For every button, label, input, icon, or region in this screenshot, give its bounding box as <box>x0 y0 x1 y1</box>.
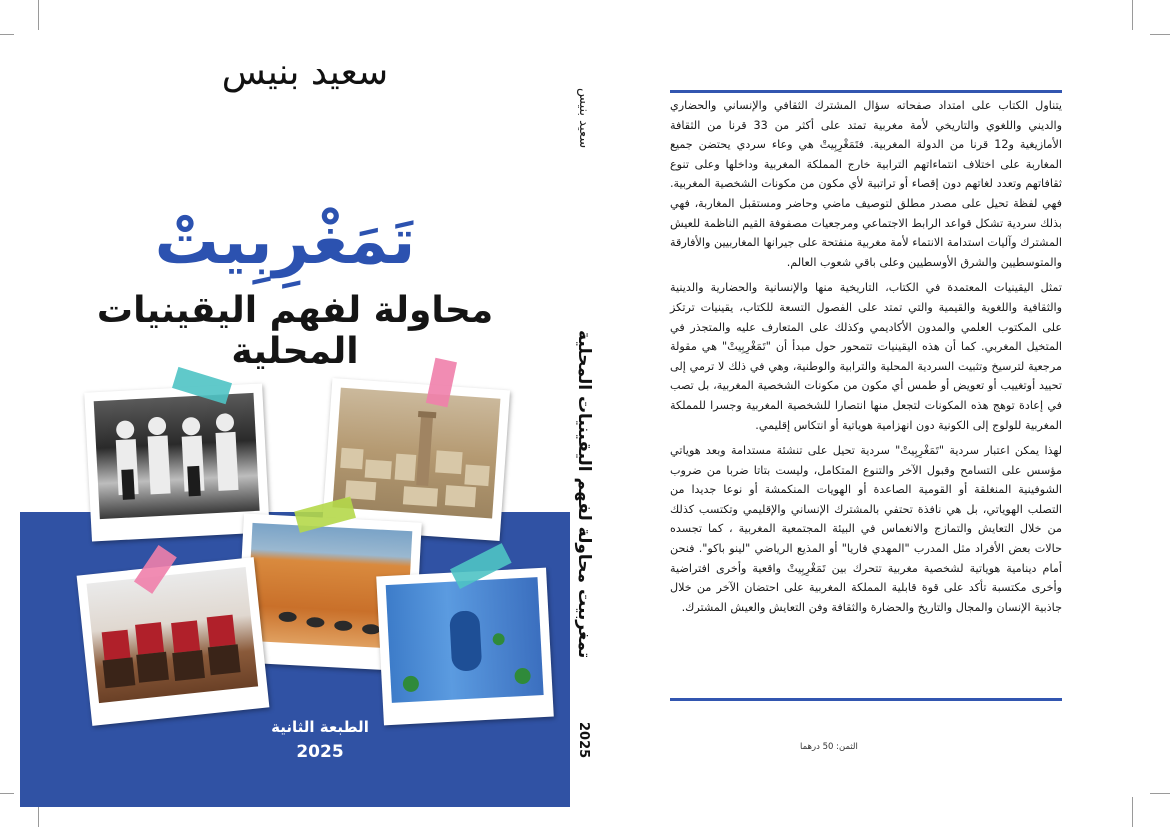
crop-mark <box>1132 0 1133 30</box>
photo-blue-alley-image <box>386 577 544 703</box>
alley-doorway-icon <box>386 577 544 703</box>
photo-fantasia <box>77 557 270 726</box>
cover-year: 2025 <box>296 742 344 762</box>
crop-mark <box>0 34 14 35</box>
cover-author: سعيد بنيس <box>221 52 389 93</box>
crop-mark <box>1150 34 1170 35</box>
spine-year: 2025 <box>576 722 591 759</box>
back-rule-bottom <box>670 698 1062 701</box>
city-skyline-icon <box>332 388 500 519</box>
photo-fantasia-image <box>86 567 258 703</box>
horse-riders-icon <box>86 567 258 703</box>
photo-blue-alley <box>376 568 554 726</box>
back-cover-text <box>670 96 1062 623</box>
spine-title: تمغربيت محاولة لفهم اليقينيات المحلية <box>574 330 594 659</box>
back-paragraph: تمثل اليقينيات المعتمدة في الكتاب، التاريخية منها والإنسانية والحضارية والدينية والثقافية واللغوية والقيمية والتي تمتد على الفصول التسعة للكتاب، يقينيات ترتكز على المكتوب العلمي والمدون الأكاديمي وكذلك على المتعارف عليه والمتجذر في المتخيل المغربي. كما أن هذه اليقينيات تتمحور حول مبدأ أن "تَمَغْرِبِيتْ" هي مقولة مرجعية لترسيخ وتثبيت السردية المحلية والترابية والوطنية، وهي في ذلك لا ترمي إلى تحييد أوتغييب أو تعويض أو طمس أي مكون من مكونات الشخصية المغربية، بل تصب في إعادة توهج هذه المكونات لتجعل منها انتصارا للشخصية المغربية وجسرا للمملكة المغربية للولوج إلى الكونية دون انهزامية هوياتية أو انتكاس إقليمي. <box>670 281 1062 432</box>
back-rule-top <box>670 90 1062 93</box>
crop-mark <box>1150 793 1170 794</box>
spine-author: سعيد بنيس <box>576 88 591 149</box>
price-label: الثمن: 50 درهما <box>800 742 858 752</box>
back-paragraph: لهذا يمكن اعتبار سردية "تَمَغْرِبِيتْ" سردية تحيل على تنشئة مستدامة وبعد هوياتي مؤسس على التسامح وقبول الآخر والتنوع المتكامل، وليست بتاتا ضربا من ضروب الشوفينية المنغلقة أو القومية الصاعدة أو الهويات المنكمشة أو نوعا جديدا من التصلب الهوياتي، بل هي نافذة تحتفي بالمشترك الإنساني والإقليمي وتكتسب كذلك من خلال التعايش والتمازج والانغماس في البيئة المجتمعية المغربية ، كما تجسده حالات بعض الأفراد مثل المدرب "المهدي فاريا" أو المذيع الرياضي "لينو باكو". فنحن أمام دينامية هوياتية لشخصية مغربية تتحرك بين تَمَغْرِبِيتْ واقعية وأخرى افتراضية وأخرى مكتسبة تأكد على قوة قابلية المملكة المغربية على احتضان الآخر من خلال جاذبية الإنسان والمجال والتاريخ والحضارة والثقافة وفن التعايش والعيش المشترك. <box>670 444 1062 614</box>
folk-figures-icon <box>94 393 260 519</box>
crop-mark <box>0 793 14 794</box>
back-paragraph: يتناول الكتاب على امتداد صفحاته سؤال المشترك الثقافي والإنساني والحضاري والديني واللغوي والتاريخي لأمة مغربية تمتد على أكثر من 33 قرنا من الثقافة الأمازيغية و12 قرنا من الدولة المغربية. فتَمَغْرِبِيتْ هي وعاء سردي يحتضن جميع المغاربة على اختلاف انتماءاتهم الترابية خارج المملكة المغربية وداخلها وعلى تنوع ثقافاتهم وتعدد لغاتهم دون إقصاء أو تراتبية لأي مكون من مكونات الشخصية المغربية. فهي لفظة تحيل على مصدر مطلق لتوصيف ماضي وحاضر ومستقبل المغاربة، فهي بذلك سردية تشكل قواعد الرابط الاجتماعي ومرجعيات مصفوفة القيم الناظمة للعيش المشترك وآليات استدامة الانتماء لأمة مغربية منفتحة على جيرانها المغاربيين والأفارقة والمتوسطيين والشرق الأوسطيين وعلى باقي شعوب العالم. <box>670 99 1063 269</box>
cover-title: تَمَغْرِبِيتْ <box>154 205 416 279</box>
cover-edition: الطبعة الثانية <box>271 718 369 736</box>
front-cover <box>20 0 570 827</box>
photo-medina-image <box>332 388 500 519</box>
photo-folk-group-image <box>94 393 260 519</box>
crop-mark <box>1132 797 1133 827</box>
cover-subtitle: محاولة لفهم اليقينيات المحلية <box>96 290 494 372</box>
photo-folk-group <box>84 383 270 541</box>
book-spine <box>571 0 601 827</box>
